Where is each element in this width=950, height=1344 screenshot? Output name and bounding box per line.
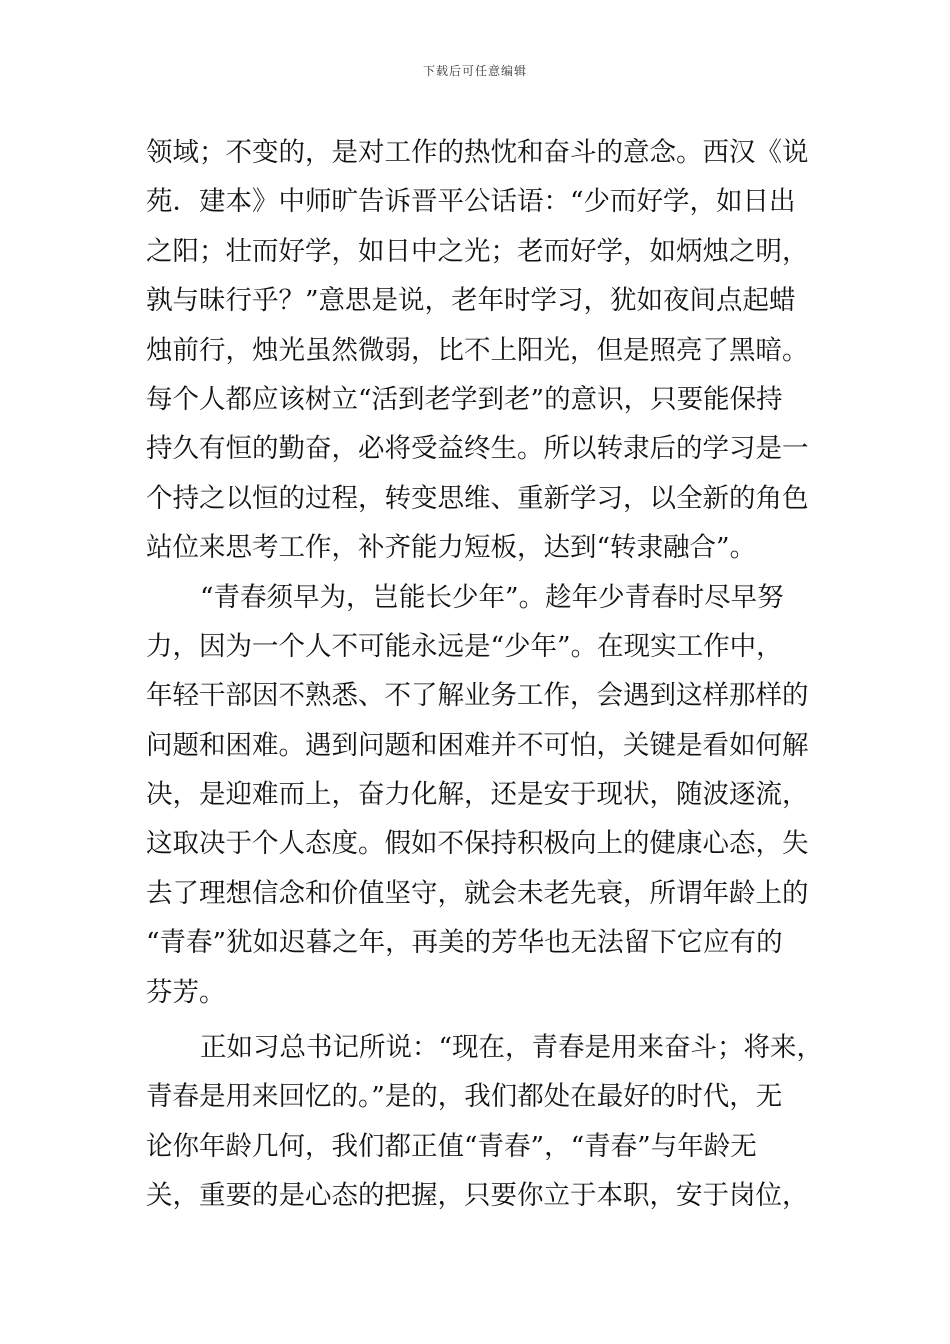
text-line: 芬芳。 — [146, 976, 226, 1008]
text-line: 决，是迎难而上，奋力化解，还是安于现状，随波逐流， — [146, 779, 809, 811]
document-body — [146, 128, 824, 1221]
text-line: 领域；不变的，是对工作的热忱和奋斗的意念。西汉《说 — [146, 137, 809, 168]
text-line: 之阳；壮而好学，如日中之光；老而好学，如炳烛之明， — [146, 235, 809, 267]
text-line: 这取决于个人态度。假如不保持积极向上的健康心态，失 — [146, 828, 809, 860]
text-line: “青春”犹如迟暮之年，再美的芳华也无法留下它应有的 — [146, 927, 783, 959]
text-line: 苑．建本》中师旷告诉晋平公话语：“少而好学，如日出 — [146, 186, 796, 218]
text-line: 论你年龄几何，我们都正值“青春”，“青春”与年龄无 — [146, 1130, 757, 1162]
text-line: 力，因为一个人不可能永远是“少年”。在现实工作中， — [146, 630, 783, 662]
text-line: 个持之以恒的过程，转变思维、重新学习，以全新的角色 — [146, 482, 809, 514]
text-line: 关，重要的是心态的把握，只要你立于本职，安于岗位， — [146, 1180, 809, 1212]
text-line: 持久有恒的勤奋，必将受益终生。所以转隶后的学习是一 — [146, 433, 809, 465]
page-header: 下载后可任意编辑 — [422, 64, 527, 78]
text-line: 去了理想信念和价值坚守，就会未老先衰，所谓年龄上的 — [146, 877, 809, 909]
text-line: 孰与昧行乎？”意思是说，老年时学习，犹如夜间点起蜡 — [146, 285, 796, 317]
text-line: 年轻干部因不熟悉、不了解业务工作，会遇到这样那样的 — [146, 680, 809, 712]
text-line: 烛前行，烛光虽然微弱，比不上阳光，但是照亮了黑暗。 — [146, 334, 809, 366]
text-line: “青春须早为，岂能长少年”。趁年少青春时尽早努 — [200, 581, 784, 613]
text-line: 每个人都应该树立“活到老学到老”的意识，只要能保持 — [146, 383, 783, 415]
paragraph — [146, 573, 808, 1018]
paragraph — [146, 128, 808, 573]
text-line: 正如习总书记所说：“现在，青春是用来奋斗；将来， — [200, 1032, 824, 1064]
text-line: 青春是用来回忆的。”是的，我们都处在最好的时代，无 — [146, 1081, 783, 1113]
text-line: 站位来思考工作，补齐能力短板，达到“转隶融合”。 — [146, 532, 757, 564]
text-line: 问题和困难。遇到问题和困难并不可怕，关键是看如何解 — [146, 729, 809, 761]
paragraph — [146, 1023, 824, 1221]
